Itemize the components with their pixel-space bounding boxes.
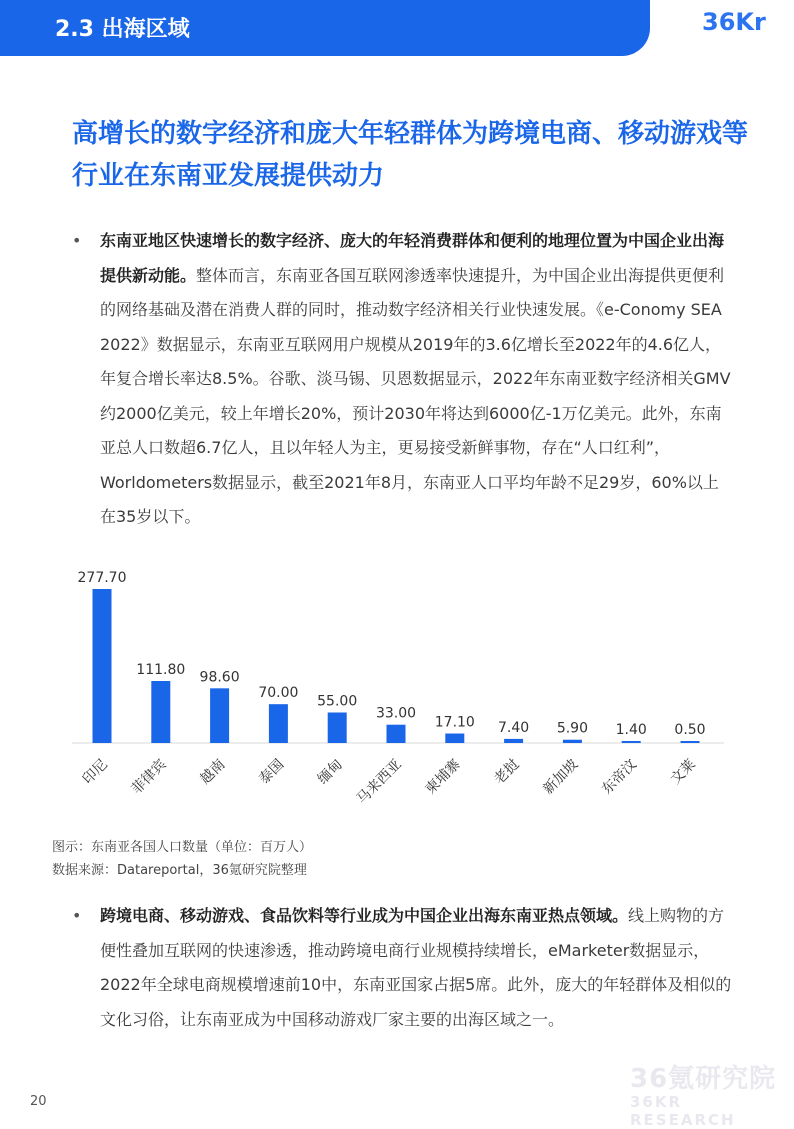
watermark [630, 1058, 794, 1129]
brand-logo [700, 0, 794, 54]
bar-value-label: 7.40 [498, 719, 530, 736]
page-number: 20 [30, 1094, 47, 1109]
bar-value-label: 1.40 [615, 722, 647, 738]
bullet-lead: 跨境电商、移动游戏、食品饮料等行业成为中国企业出海东南亚热点领域。 [100, 906, 629, 925]
category-label: 菲律宾 [128, 756, 170, 798]
population-bar-chart [0, 560, 794, 830]
bar [681, 741, 700, 743]
category-label: 马来西亚 [353, 756, 405, 808]
category-label: 泰国 [256, 756, 288, 788]
bar [445, 734, 464, 743]
watermark-line-2: 36KR RESEARCH [630, 1093, 736, 1129]
bar-value-label: 5.90 [556, 720, 588, 737]
bar [504, 739, 523, 743]
bullet-text [100, 899, 732, 1037]
bar-value-label: 17.10 [434, 714, 475, 731]
category-label: 东帝汶 [599, 756, 641, 798]
bar [269, 704, 288, 743]
bar-value-label: 33.00 [375, 705, 417, 722]
source-caption: 数据来源：Datareportal，36氪研究院整理 [52, 863, 307, 878]
figure-caption: 图示：东南亚各国人口数量（单位：百万人） [52, 840, 313, 855]
svg-text:36Kr: 36Kr [702, 8, 766, 36]
bullet-body: 线上购物的方便性叠加互联网的快速渗透，推动跨境电商行业规模持续增长，eMarketer数据显示，2022年全球电商规模增速前10中，东南亚国家占据5席。此外，庞大的年轻群体及相似的文化习俗，让东南亚成为中国移动游戏厂家主要的出海区域之一。 [100, 906, 732, 1029]
bar-value-label: 98.60 [199, 669, 240, 686]
bar [328, 712, 347, 743]
bar [151, 681, 170, 743]
bar-value-label: 55.00 [317, 693, 358, 710]
category-label: 缅甸 [314, 756, 347, 788]
bar [210, 688, 229, 743]
bullet-lead: 东南亚地区快速增长的数字经济、庞大的年轻消费群体和便利的地理位置为中国企业出海提供新动能。 [100, 231, 725, 285]
bar [387, 725, 406, 743]
category-label: 文莱 [667, 756, 699, 788]
bullet-marker: • [72, 231, 82, 250]
category-label: 柬埔寨 [422, 756, 464, 798]
category-label: 新加坡 [540, 756, 582, 798]
chart-svg [0, 560, 794, 830]
bullet-paragraph-1 [72, 224, 732, 535]
page-headline: 高增长的数字经济和庞大年轻群体为跨境电商、移动游戏等行业在东南亚发展提供动力 [72, 119, 749, 191]
bullet-text [100, 224, 732, 535]
bar-value-label: 0.50 [674, 722, 706, 738]
category-label: 越南 [197, 756, 229, 788]
watermark-line-1: 36氪研究院 [630, 1064, 777, 1094]
bullet-body: 整体而言，东南亚各国互联网渗透率快速提升，为中国企业出海提供更便利的网络基础及潜在消费人群的同时，推动数字经济相关行业快速发展。《e-Conomy SEA 2022》数据显示，东南亚互联网用户规模从2019年的3.6亿增长至2022年的4.6亿人，年复合增长率达8.5%。谷歌、淡马锡、贝恩数据显示，2022年东南亚数字经济相关GMV约2000亿美元，较上年增长20%，预计2030年将达到6000亿-1万亿美元。此外，东南亚总人口数超6.7亿人，且以年轻人为主，更易接受新鲜事物，存在“人口红利”，Worldometers数据显示，截至2021年8月，东南亚人口平均年龄不足29岁，60%以上在35岁以下。 [100, 265, 731, 526]
category-label: 老挝 [491, 756, 523, 788]
bullet-paragraph-2 [72, 899, 732, 1037]
bar-value-label: 111.80 [136, 662, 186, 679]
bar [622, 741, 641, 743]
bar [563, 740, 582, 743]
bar-value-label: 277.70 [77, 570, 127, 586]
bar-value-label: 70.00 [258, 685, 299, 702]
header-bar [0, 0, 650, 56]
bar [93, 589, 112, 743]
section-label: 2.3 出海区域 [55, 17, 190, 42]
category-label: 印尼 [79, 756, 111, 788]
bullet-marker: • [72, 906, 82, 925]
